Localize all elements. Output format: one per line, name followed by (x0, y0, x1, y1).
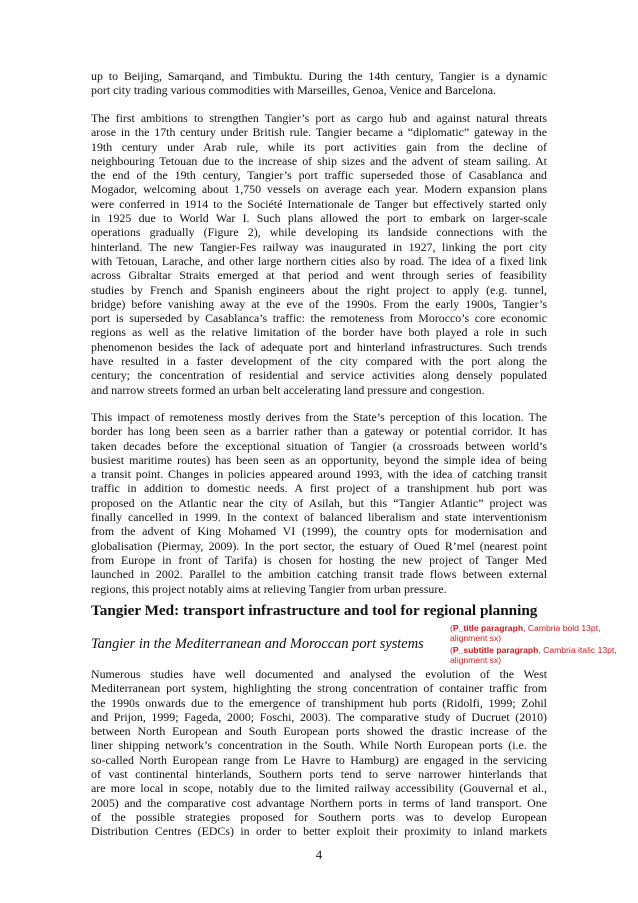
text-line: operations gradually (Figure 2), while developing its landside connections with the (91, 225, 547, 240)
annotation-paren: ( (450, 623, 453, 633)
text-line: in 1925 due to World War I. Such plans allowed the port to embark on larger-scale (91, 211, 547, 226)
paragraph-remoteness (91, 410, 547, 596)
text-line: 19th century under Arab rule, while its port activities gain from the decline of (91, 139, 547, 154)
title-style-annotation (450, 623, 630, 643)
text-line: This impact of remoteness mostly derives from the State’s perception of this location. The (91, 410, 547, 424)
text-line: neighbouring Tetouan due to the increase of ship sizes and the advent of steam sailing. At (91, 153, 547, 168)
page-number: 4 (315, 848, 323, 862)
text-line: studies by French and Spanish engineers about the right project to apply (e.g. tunnel, (91, 282, 547, 297)
annotation-paren: ( (450, 645, 453, 655)
subtitle-style-annotation (450, 645, 630, 665)
text-line: arose in the 17th century under British rule. Tangier became a “diplomatic” gateway in the (91, 125, 547, 140)
text-line: Numerous studies have well documented and analysed the evolution of the West (91, 667, 547, 681)
text-line: with Tetouan, Larache, and other large northern cities also by road. The idea of a fixed link (91, 253, 547, 268)
text-line: port city trading various commodities with Marseilles, Genoa, Venice and Barcelona. (91, 83, 496, 98)
text-line: launched in 2002. Parallel to the ambition catching transit trade flows between external (91, 567, 547, 582)
text-line: regions as well as the relative limitation of the border have both played a role in such (91, 325, 547, 340)
paragraph-port-systems (91, 667, 547, 839)
text-line: port is superseded by Casablanca’s traffic: the remoteness from Morocco’s core economic (91, 311, 547, 326)
text-line: globalisation (Piermay, 2009). In the port sector, the estuary of Oued R’mel (nearest point (91, 538, 547, 553)
text-line: regions, this project notably aims at relieving Tangier from urban pressure. (91, 581, 447, 596)
annotation-style-detail: , Cambria italic 13pt, alignment sx) (450, 645, 617, 665)
subsection-title: Tangier in the Mediterranean and Moroccan port systems (91, 636, 424, 652)
text-line: of the possible strategies proposed for Southern ports was to develop European (91, 809, 547, 824)
text-line: Distribution Centres (EDCs) in order to better exploit their proximity to inland markets (91, 824, 547, 839)
annotation-style-detail: , Cambria bold 13pt, alignment sx) (450, 623, 601, 643)
text-line: Mogador, welcoming about 1,750 vessels on average each year. Modern expansion plans (91, 182, 547, 197)
text-line: Mediterranean port system, highlighting the strong concentration of container traffic from (91, 681, 547, 696)
text-line: from the advent of King Mohamed VI (1999), the country opts for modernisation and (91, 524, 547, 539)
text-line: hinterland. The new Tangier-Fes railway was inaugurated in 1927, linking the port city (91, 239, 547, 254)
text-line: border has long been seen as a barrier rather than a gateway or potential corridor. It has (91, 424, 547, 439)
text-line: up to Beijing, Samarqand, and Timbuktu. During the 14th century, Tangier is a dynamic (91, 69, 547, 83)
text-line: finally cancelled in 1999. In the context of balanced liberalism and state interventionism (91, 510, 547, 525)
annotation-style-name: P_subtitle paragraph (452, 645, 539, 655)
text-line: of vast continental hinterlands, Southern ports tend to serve narrower hinterlands that (91, 767, 547, 782)
text-line: the 1990s onwards due to the emergence of transhipment hub ports (Ridolfi, 1999; Zohil (91, 695, 547, 710)
text-line: a transit point. Changes in policies appeared around 1993, with the idea of catching transit (91, 467, 547, 482)
text-line: between North European and South European ports showed the drastic increase of the (91, 724, 547, 739)
text-line: liner shipping network’s concentration in the South. While North European ports (i.e. the (91, 738, 547, 753)
text-line: and Prijon, 1999; Fageda, 2000; Foschi, 2003). The comparative study of Ducruet (2010) (91, 709, 547, 724)
paragraph-intro-continuation (91, 69, 547, 98)
text-line: were conferred in 1914 to the Société Internationale de Tanger but effectively started only (91, 196, 547, 211)
text-line: 2005) and the comparative cost advantage Northern ports in terms of land transport. One (91, 795, 547, 810)
text-line: the end of the 19th century, Tangier’s port traffic superseded those of Casablanca and (91, 168, 547, 183)
paragraph-port-history (91, 111, 547, 397)
text-line: The first ambitions to strengthen Tangier’s port as cargo hub and against natural threats (91, 111, 547, 125)
text-line: proposed on the Atlantic near the city of Asilah, but this “Tangier Atlantic” project was (91, 495, 547, 510)
text-line: so-called North European range from Le Havre to Hamburg) are engaged in the servicing (91, 752, 547, 767)
text-line: busiest maritime routes) has been seen as an opportunity, beyond the simple idea of being (91, 452, 547, 467)
text-line: and narrow streets formed an urban belt accelerating land pressure and congestion. (91, 382, 485, 397)
text-line: across Gibraltar Straits emerged at that period and went through series of feasibility (91, 268, 547, 283)
text-line: phenomenon besides the lack of adequate port and hinterland infrastructures. Such trends (91, 339, 547, 354)
section-title: Tangier Med: transport infrastructure and tool for regional planning (91, 602, 538, 619)
text-line: have resulted in a faster development of the city compared with the port along the (91, 354, 547, 369)
text-line: are more local in scope, notably due to the limited railway accessibility (Gouvernal et al., (91, 781, 547, 796)
text-line: traffic in addition to domestic needs. A first project of a transhipment hub port was (91, 481, 547, 496)
text-line: taken decades before the exceptional situation of Tangier (a crossroads between world’s (91, 438, 547, 453)
annotation-style-name: P_title paragraph (452, 623, 524, 633)
text-line: from Europe in front of Tarifa) is chosen for hosting the new project of Tanger Med (91, 552, 547, 567)
text-line: century; the concentration of residential and service activities along densely populated (91, 368, 547, 383)
text-line: bridge) before vanishing away at the eve of the 1990s. From the early 1900s, Tangier’s (91, 296, 547, 311)
